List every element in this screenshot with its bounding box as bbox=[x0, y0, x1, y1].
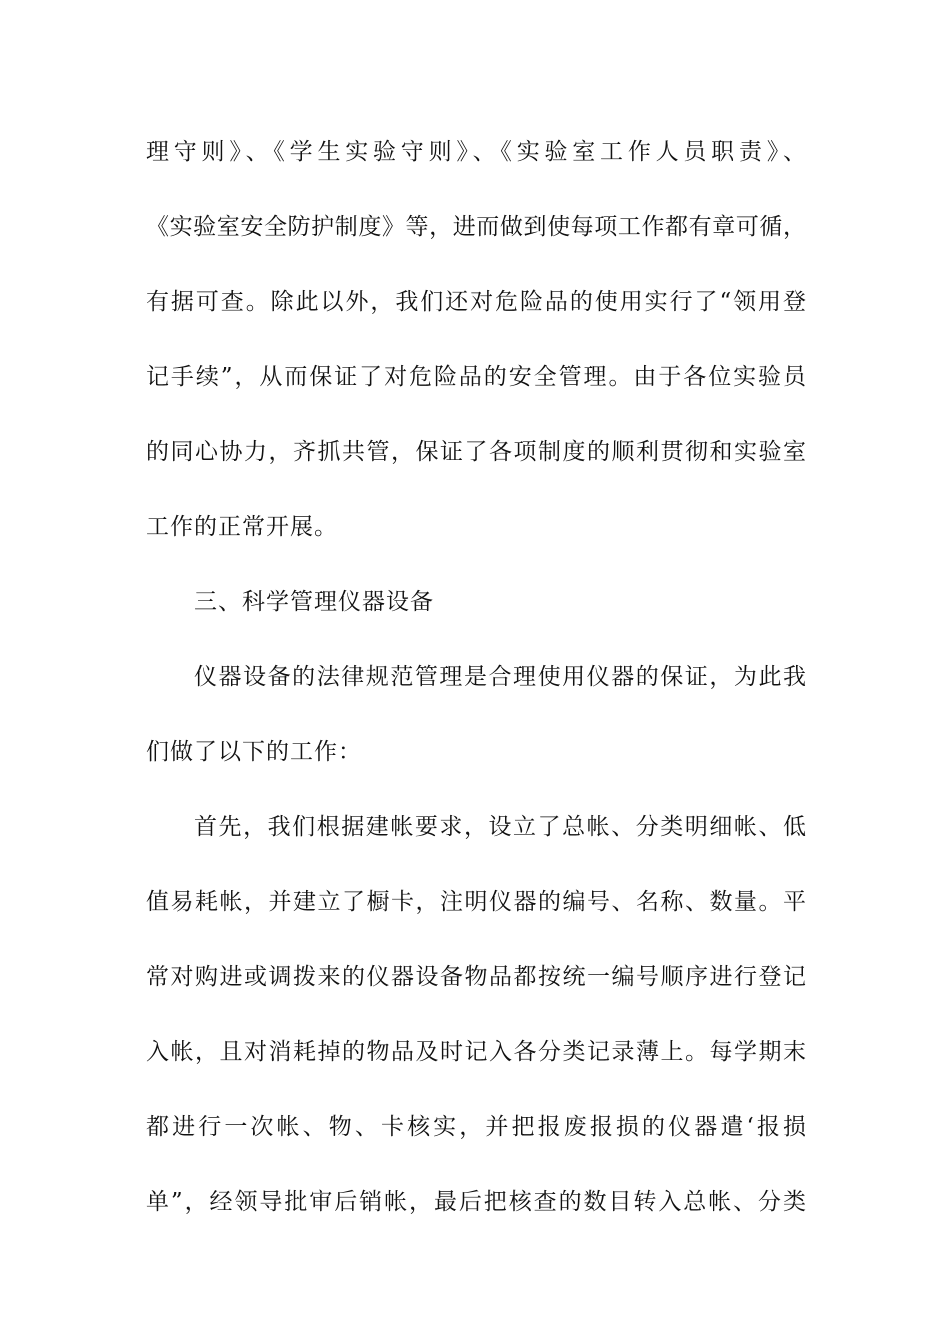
text-line: 入帐，且对消耗掉的物品及时记入各分类记录薄上。每学期末 bbox=[146, 1039, 806, 1065]
text-line: 的同心协力，齐抓共管，保证了各项制度的顺利贯彻和实验室 bbox=[146, 439, 806, 465]
text-line: 首先，我们根据建帐要求，设立了总帐、分类明细帐、低 bbox=[194, 814, 806, 840]
text-line: 工作的正常开展。 bbox=[146, 514, 338, 540]
text-line: 仪器设备的法律规范管理是合理使用仪器的保证，为此我 bbox=[194, 664, 806, 690]
text-line: 单”，经领导批审后销帐，最后把核查的数目转入总帐、分类 bbox=[146, 1189, 806, 1215]
text-line: 《实验室安全防护制度》等，进而做到使每项工作都有章可循， bbox=[146, 214, 806, 240]
text-line: 常对购进或调拨来的仪器设备物品都按统一编号顺序进行登记 bbox=[146, 964, 806, 990]
text-line: 值易耗帐，并建立了橱卡，注明仪器的编号、名称、数量。平 bbox=[146, 889, 806, 915]
section-heading: 三、科学管理仪器设备 bbox=[194, 589, 434, 615]
text-line: 有据可查。除此以外，我们还对危险品的使用实行了“领用登 bbox=[146, 289, 806, 315]
text-line: 都进行一次帐、物、卡核实，并把报废报损的仪器遣‘报损 bbox=[146, 1114, 806, 1140]
text-line: 记手续”，从而保证了对危险品的安全管理。由于各位实验员 bbox=[146, 364, 806, 390]
text-line: 理守则》、《学生实验守则》、《实验室工作人员职责》、 bbox=[146, 139, 806, 165]
text-line: 们做了以下的工作： bbox=[146, 739, 362, 765]
